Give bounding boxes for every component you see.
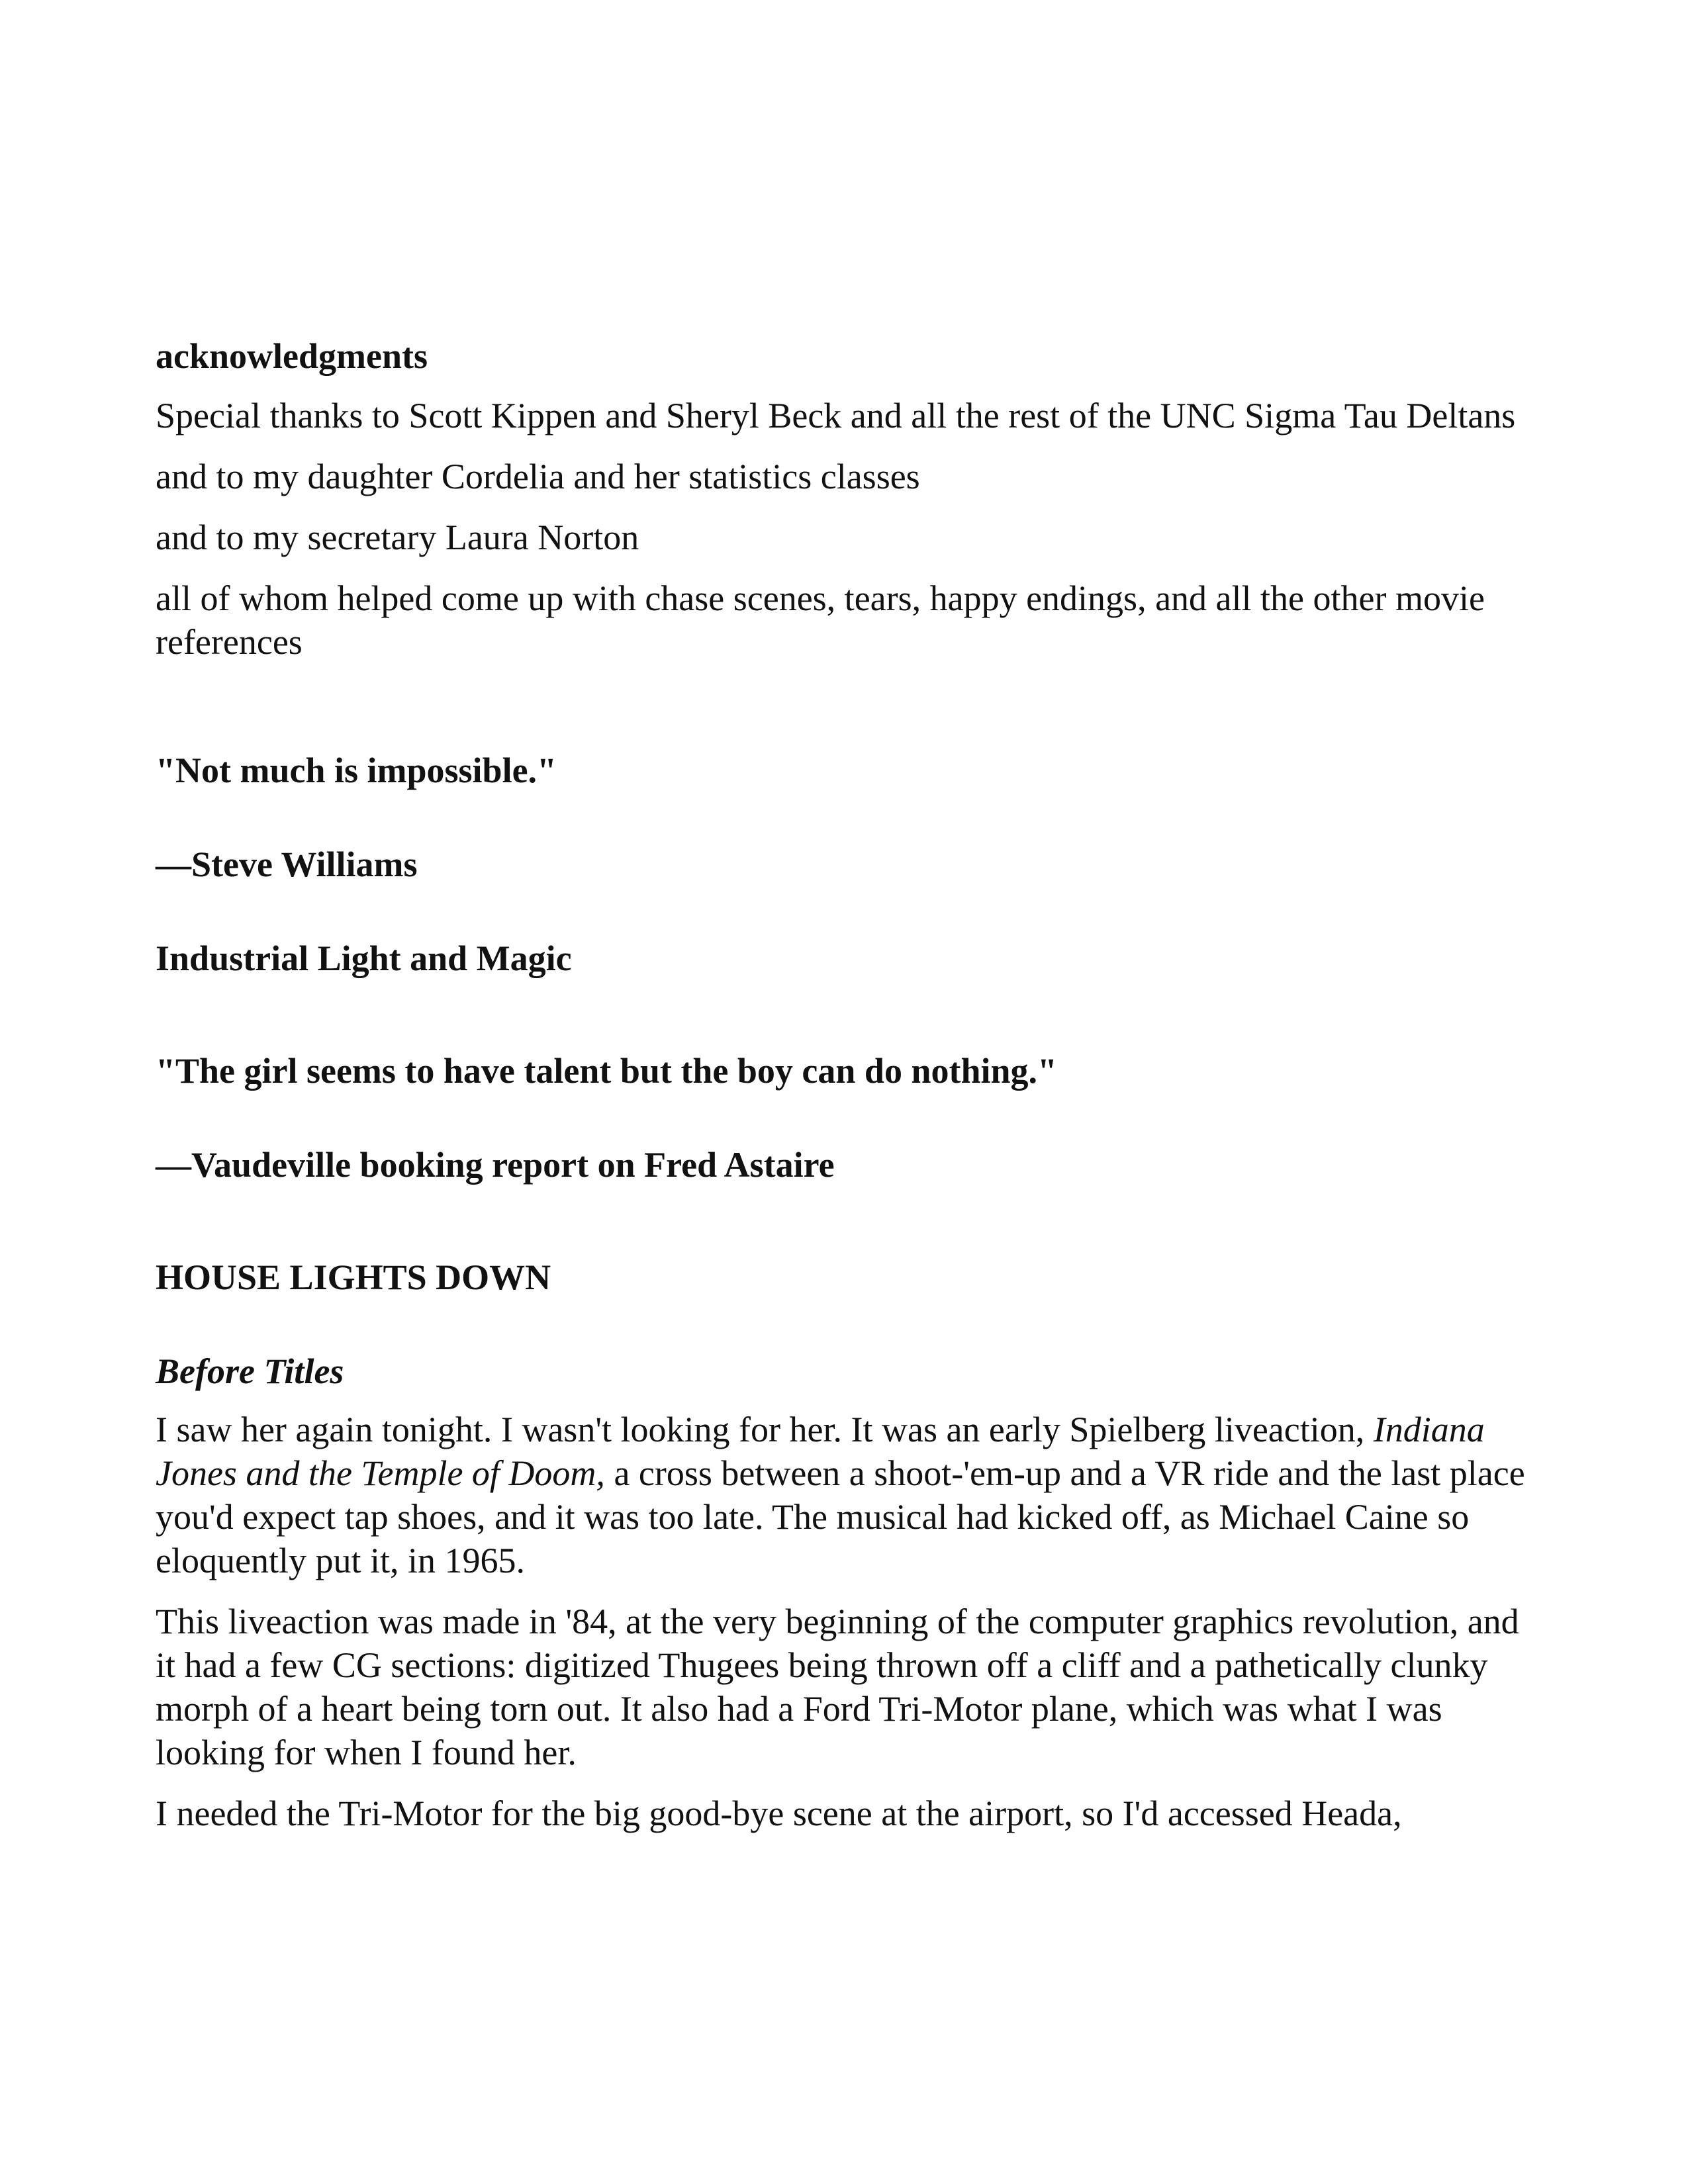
chapter-subtitle: Before Titles bbox=[156, 1351, 344, 1391]
epigraph-attribution: —Steve Williams bbox=[156, 844, 418, 884]
document-page bbox=[156, 334, 1532, 1852]
body-text-segment: I saw her again tonight. I wasn't looking for her. It was an early Spielberg liveaction, bbox=[156, 1410, 1374, 1449]
chapter-title: HOUSE LIGHTS DOWN bbox=[156, 1257, 551, 1297]
epigraph-quote: "Not much is impossible." bbox=[156, 751, 557, 790]
epigraph-affiliation: Industrial Light and Magic bbox=[156, 938, 572, 978]
acknowledgment-line: and to my daughter Cordelia and her statistics classes bbox=[156, 457, 920, 496]
spacer bbox=[156, 1187, 1532, 1255]
body-paragraph: I needed the Tri-Motor for the big good-bye scene at the airport, so I'd accessed Heada, bbox=[156, 1794, 1402, 1833]
body-paragraph: This liveaction was made in '84, at the very beginning of the computer graphics revolution, and it had a few CG sections: digitized Thugees being thrown off a cliff and a pathetically clunky morph of a heart being torn out. It also had a Ford Tri-Motor plane, which was what I was looking for when I found her. bbox=[156, 1602, 1519, 1772]
epigraph-quote: "The girl seems to have talent but the boy can do nothing." bbox=[156, 1051, 1058, 1091]
film-title-italic: Indiana Jones and the Temple of Doom, bbox=[156, 1410, 1485, 1493]
acknowledgment-line: all of whom helped come up with chase scenes, tears, happy endings, and all the other movie references bbox=[156, 578, 1485, 662]
acknowledgment-line: and to my secretary Laura Norton bbox=[156, 518, 639, 557]
acknowledgments-heading: acknowledgments bbox=[156, 336, 428, 376]
spacer bbox=[156, 980, 1532, 1049]
epigraph-attribution: —Vaudeville booking report on Fred Astaire bbox=[156, 1145, 835, 1185]
spacer bbox=[156, 681, 1532, 749]
acknowledgment-line: Special thanks to Scott Kippen and Sheryl Beck and all the rest of the UNC Sigma Tau Deltans bbox=[156, 396, 1516, 435]
body-paragraph bbox=[156, 1408, 1532, 1582]
body-text-segment: a cross between a shoot-'em-up and a VR ride and the last place you'd expect tap shoes, and it was too late. The musical had kicked off, as Michael Caine so eloquently put it, in 1965. bbox=[156, 1453, 1525, 1580]
